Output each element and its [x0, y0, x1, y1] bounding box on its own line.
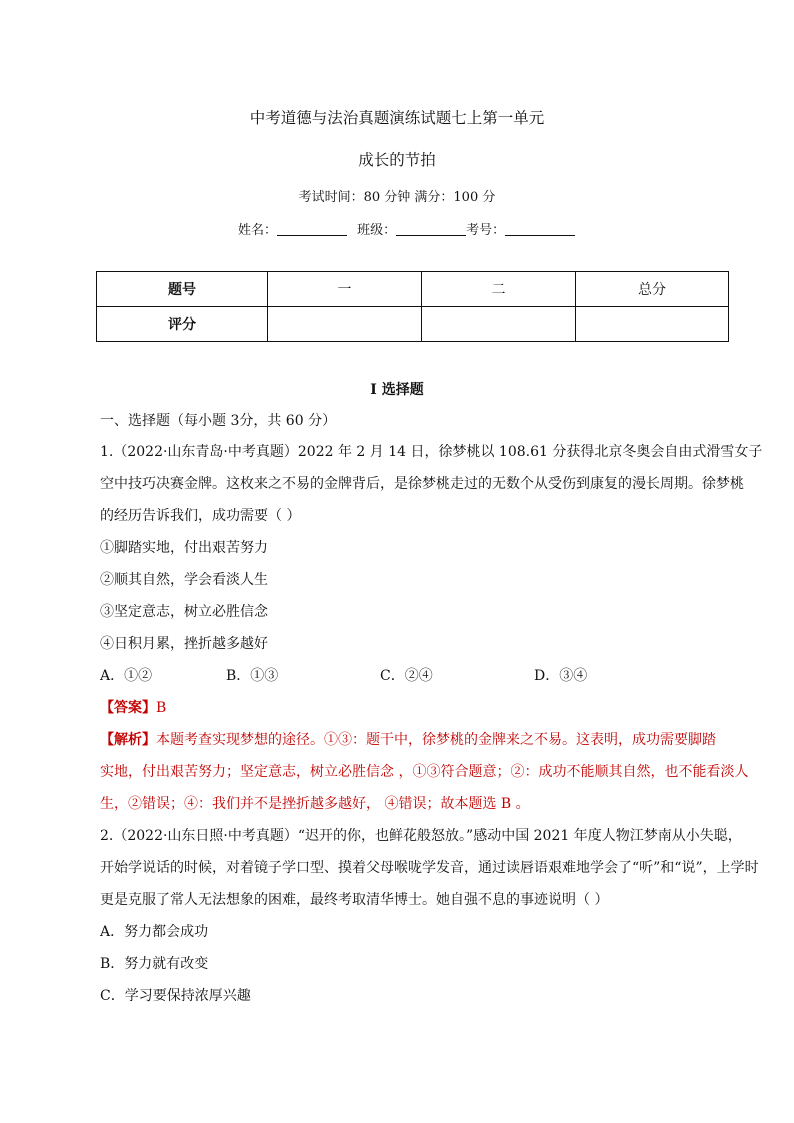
q2-line: 2.（2022·山东日照·中考真题）“迟开的你，也鲜花般怒放。”感动中国 2021 年度人物江梦南从小失聪，	[100, 828, 742, 844]
section-title: I 选择题	[370, 382, 424, 398]
q2-choice-a: A．努力都会成功	[100, 924, 209, 940]
name-label: 姓名：	[238, 223, 278, 238]
q2-line: 更是克服了常人无法想象的困难，最终考取清华博士。她自强不息的事迹说明（ ）	[100, 892, 609, 908]
q1-choice-b: B．①③	[226, 668, 279, 684]
answer-label: 【答案】	[100, 700, 156, 716]
q2-choice-c: C．学习要保持浓厚兴趣	[100, 988, 251, 1004]
score-cell	[268, 307, 422, 342]
section-instruction: 一、选择题（每小题 3分，共 60 分）	[100, 413, 337, 429]
analysis-label: 【解析】	[100, 732, 156, 748]
student-info-line	[238, 219, 575, 238]
q1-choice-a: A．①②	[100, 668, 153, 684]
score-cell	[576, 307, 729, 342]
id-blank	[505, 223, 575, 236]
page-subtitle: 成长的节拍	[358, 151, 436, 169]
q1-statement: ③坚定意志，树立必胜信念	[100, 604, 268, 620]
q1-statement: ②顺其自然，学会看淡人生	[100, 572, 268, 588]
score-cell: 评分	[97, 307, 268, 342]
class-blank	[396, 223, 466, 236]
q1-answer	[100, 698, 166, 718]
exam-info: 考试时间：80 分钟 满分：100 分	[298, 190, 496, 205]
name-blank	[277, 223, 347, 236]
page-title: 中考道德与法治真题演练试题七上第一单元	[249, 109, 545, 127]
q2-choice-b: B．努力就有改变	[100, 956, 209, 972]
q1-line: 的经历告诉我们，成功需要（ ）	[100, 508, 301, 524]
q1-line: 空中技巧决赛金牌。这枚来之不易的金牌背后，是徐梦桃走过的无数个从受伤到康复的漫长周期。徐梦桃	[100, 476, 744, 492]
q1-choice-d: D．③④	[534, 668, 588, 684]
q1-statement: ①脚踏实地，付出艰苦努力	[100, 540, 268, 556]
q1-analysis-line: 实地，付出艰苦努力；坚定意志，树立必胜信念 ，①③符合题意；②：成功不能顺其自然，也不能看淡人	[100, 764, 749, 780]
analysis-text: 本题考查实现梦想的途径。①③：题干中，徐梦桃的金牌来之不易。这表明，成功需要脚踏	[156, 732, 716, 748]
q1-analysis-line: 生，②错误；④：我们并不是挫折越多越好， ④错误；故本题选 B 。	[100, 796, 530, 812]
q1-choice-c: C．②④	[380, 668, 433, 684]
score-cell	[422, 307, 576, 342]
score-cell: 一	[268, 272, 422, 307]
score-cell: 二	[422, 272, 576, 307]
score-cell: 总分	[576, 272, 729, 307]
q1-line: 1.（2022·山东青岛·中考真题）2022 年 2 月 14 日，徐梦桃以 108.61 分获得北京冬奥会自由式滑雪女子	[100, 444, 763, 460]
class-label: 班级：	[357, 223, 397, 238]
score-cell: 题号	[97, 272, 268, 307]
score-table-row	[97, 307, 729, 342]
q2-line: 开始学说话的时候，对着镜子学口型、摸着父母喉咙学发音，通过读唇语艰难地学会了“听”和“说”，上学时	[100, 860, 759, 876]
id-label: 考号：	[466, 223, 506, 238]
q1-analysis	[100, 730, 716, 750]
q1-statement: ④日积月累，挫折越多越好	[100, 636, 268, 652]
answer-value: B	[156, 700, 167, 716]
score-table-row	[97, 272, 729, 307]
score-table	[96, 271, 729, 342]
